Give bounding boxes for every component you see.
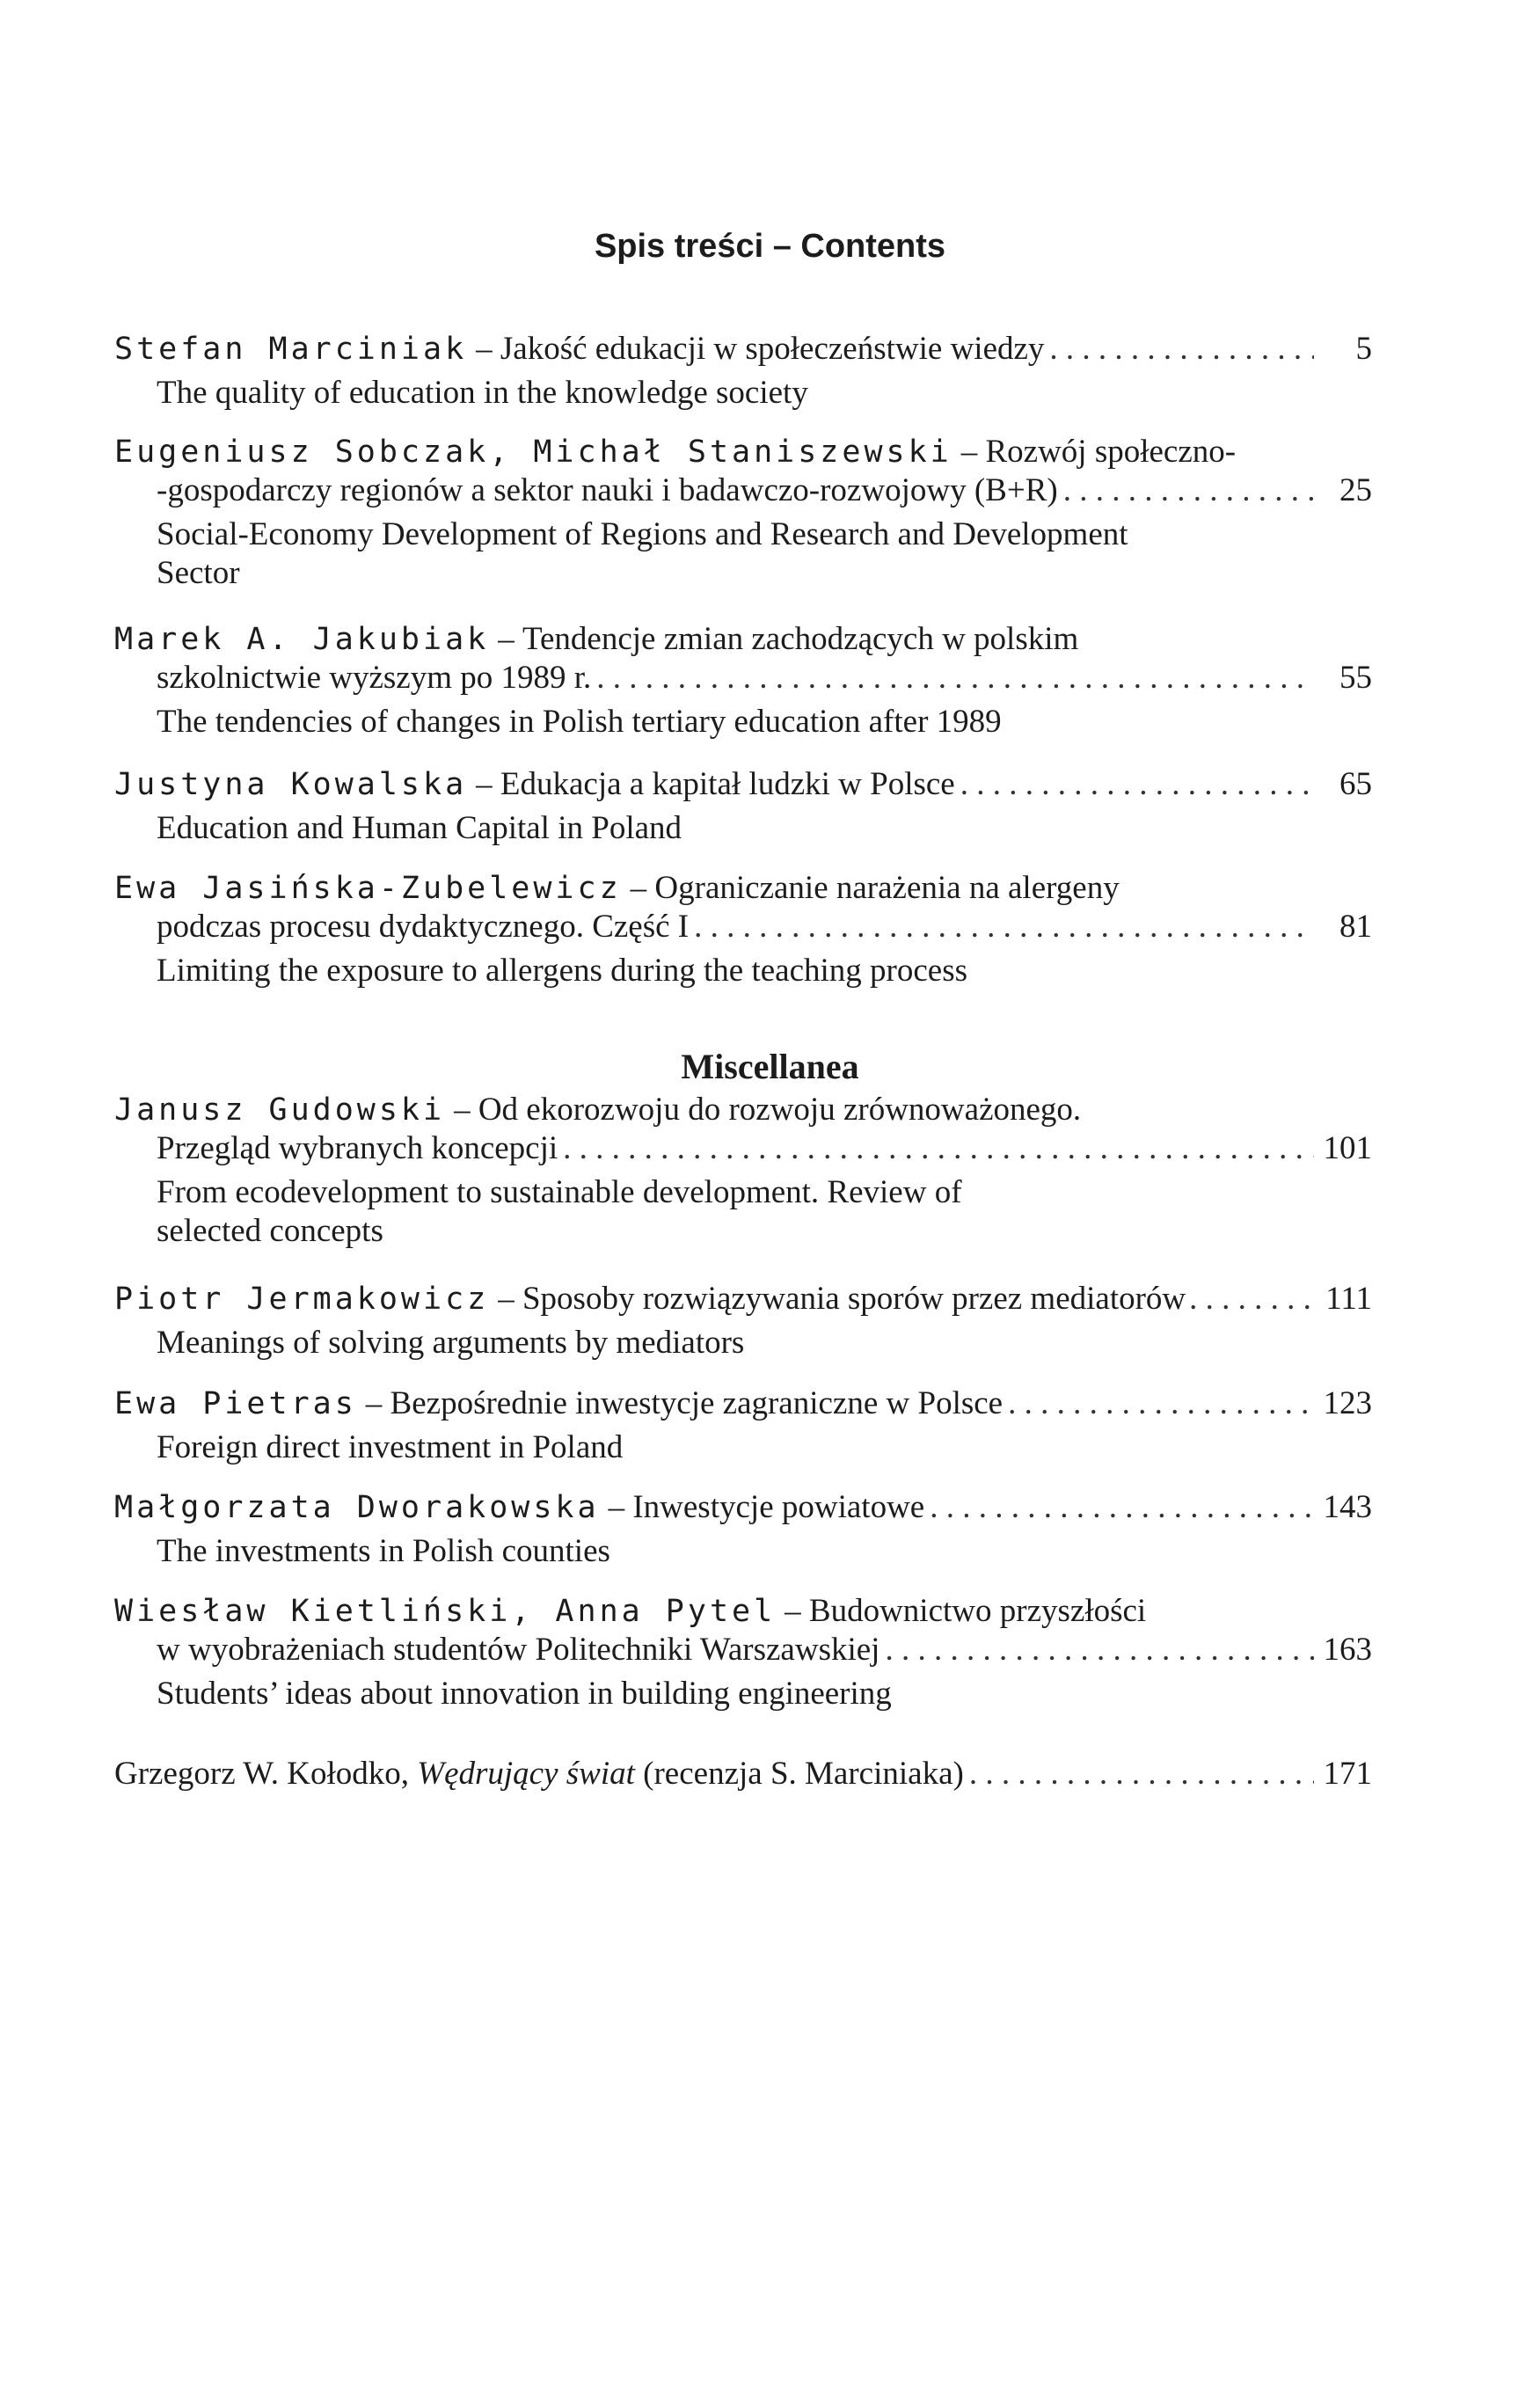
section-heading-miscellanea: Miscellanea bbox=[681, 1047, 859, 1086]
toc-entry[interactable] bbox=[114, 765, 1372, 848]
toc-entry-review[interactable] bbox=[114, 1755, 1372, 1793]
page-title: Spis treści – Contents bbox=[594, 228, 946, 265]
dot-leader bbox=[596, 659, 1314, 698]
entry-author: Stefan Marciniak bbox=[114, 332, 468, 367]
entry-title-pl: podczas procesu dydaktycznego. Część I bbox=[157, 909, 690, 945]
entry-author: Piotr Jermakowicz bbox=[114, 1282, 490, 1317]
toc-entry[interactable] bbox=[114, 433, 1372, 593]
dash: – bbox=[365, 1385, 383, 1421]
entry-title-pl: Jakość edukacji w społeczeństwie wiedzy bbox=[500, 331, 1045, 367]
toc-entry[interactable] bbox=[114, 1384, 1372, 1467]
dot-leader bbox=[1189, 1280, 1316, 1318]
dash: – bbox=[960, 434, 978, 470]
page-number: 163 bbox=[1323, 1632, 1372, 1668]
page-number: 111 bbox=[1325, 1281, 1372, 1317]
entry-author: Wiesław Kietliński, Anna Pytel bbox=[114, 1594, 777, 1629]
dash: – bbox=[608, 1489, 625, 1525]
page-number: 5 bbox=[1355, 331, 1372, 367]
entry-title-pl: Ograniczanie narażenia na alergeny bbox=[654, 870, 1120, 906]
page-number: 171 bbox=[1323, 1756, 1372, 1792]
dash: – bbox=[476, 331, 493, 367]
toc-entry[interactable] bbox=[114, 1488, 1372, 1571]
toc-title-line bbox=[114, 659, 1372, 698]
toc-title-line bbox=[114, 908, 1372, 946]
entry-title-pl: Tendencje zmian zachodzących w polskim bbox=[522, 621, 1079, 657]
toc-entry[interactable] bbox=[114, 620, 1372, 741]
entry-title-pl: Rozwój społeczno- bbox=[985, 434, 1237, 470]
entry-title-pl: Od ekorozwoju do rozwoju zrównoważonego. bbox=[478, 1092, 1082, 1128]
entry-title-en: Meanings of solving arguments by mediators bbox=[157, 1325, 745, 1361]
dash: – bbox=[476, 766, 493, 802]
toc-entry[interactable] bbox=[114, 1280, 1372, 1362]
review-book-title: Wędrujący świat bbox=[417, 1756, 635, 1792]
entry-title-en: From ecodevelopment to sustainable development. Review of bbox=[157, 1174, 962, 1210]
toc-title-line bbox=[114, 620, 1372, 659]
entry-title-pl: Inwestycje powiatowe bbox=[632, 1489, 925, 1525]
entry-title-en: Students’ ideas about innovation in building engineering bbox=[157, 1676, 892, 1712]
dot-leader bbox=[563, 1129, 1314, 1168]
entry-title-pl: w wyobrażeniach studentów Politechniki Warszawskiej bbox=[157, 1632, 880, 1668]
entry-title-en: Education and Human Capital in Poland bbox=[157, 810, 682, 846]
dash: – bbox=[454, 1092, 471, 1128]
entry-title-en: The tendencies of changes in Polish tertiary education after 1989 bbox=[157, 704, 1002, 740]
review-note: (recenzja S. Marciniaka) bbox=[643, 1756, 964, 1792]
page-number: 123 bbox=[1323, 1385, 1372, 1421]
toc-entry[interactable] bbox=[114, 869, 1372, 990]
dot-leader bbox=[885, 1631, 1314, 1669]
dash: – bbox=[630, 870, 647, 906]
dot-leader bbox=[960, 765, 1314, 804]
toc-entry[interactable] bbox=[114, 330, 1372, 413]
entry-title-en: Foreign direct investment in Poland bbox=[157, 1429, 624, 1465]
entry-author: Janusz Gudowski bbox=[114, 1092, 446, 1128]
dash: – bbox=[498, 621, 515, 657]
dot-leader bbox=[1049, 330, 1314, 369]
page-number: 65 bbox=[1339, 766, 1372, 802]
entry-author: Eugeniusz Sobczak, Michał Staniszewski bbox=[114, 435, 952, 470]
review-author: Grzegorz W. Kołodko, bbox=[114, 1756, 409, 1792]
dot-leader bbox=[1008, 1384, 1314, 1423]
entry-title-en: The quality of education in the knowledge society bbox=[157, 375, 808, 411]
entry-title-pl: szkolnictwie wyższym po 1989 r. bbox=[157, 660, 592, 696]
entry-title-en: selected concepts bbox=[157, 1213, 383, 1249]
page-number: 81 bbox=[1339, 909, 1372, 945]
entry-title-en: The investments in Polish counties bbox=[157, 1533, 610, 1569]
entry-title-en: Sector bbox=[157, 555, 240, 591]
entry-author: Marek A. Jakubiak bbox=[114, 622, 490, 657]
toc-title-line bbox=[114, 869, 1372, 908]
dash: – bbox=[785, 1593, 801, 1629]
entry-title-pl: Bezpośrednie inwestycje zagraniczne w Polsce bbox=[390, 1385, 1004, 1421]
entry-author: Ewa Pietras bbox=[114, 1386, 357, 1421]
toc-title-line bbox=[114, 1280, 1372, 1318]
toc-title-line bbox=[114, 765, 1372, 804]
toc-entry[interactable] bbox=[114, 1592, 1372, 1713]
dot-leader bbox=[969, 1755, 1314, 1793]
entry-title-pl: -gospodarczy regionów a sektor nauki i badawczo-rozwojowy (B+R) bbox=[157, 472, 1058, 508]
entry-title-pl: Sposoby rozwiązywania sporów przez mediatorów bbox=[522, 1281, 1186, 1317]
toc-title-line bbox=[114, 471, 1372, 510]
entry-author: Ewa Jasińska-Zubelewicz bbox=[114, 871, 622, 906]
entry-title-pl: Edukacja a kapitał ludzki w Polsce bbox=[500, 766, 955, 802]
entry-author: Małgorzata Dworakowska bbox=[114, 1490, 600, 1525]
toc-title-line bbox=[114, 1384, 1372, 1423]
dash: – bbox=[498, 1281, 515, 1317]
dot-leader bbox=[1063, 471, 1314, 510]
page-number: 55 bbox=[1339, 660, 1372, 696]
entry-title-pl: Przegląd wybranych koncepcji bbox=[157, 1130, 558, 1166]
toc-title-line bbox=[114, 1592, 1372, 1631]
toc-title-line bbox=[114, 1129, 1372, 1168]
toc-entry[interactable] bbox=[114, 1091, 1372, 1251]
page-number: 101 bbox=[1323, 1130, 1372, 1166]
entry-title-pl: Budownictwo przyszłości bbox=[808, 1593, 1147, 1629]
dot-leader bbox=[694, 908, 1314, 946]
toc-title-line bbox=[114, 330, 1372, 369]
entry-title-en: Limiting the exposure to allergens during the teaching process bbox=[157, 953, 968, 989]
toc-title-line bbox=[114, 433, 1372, 471]
page-number: 25 bbox=[1339, 472, 1372, 508]
toc-title-line bbox=[114, 1631, 1372, 1669]
toc-title-line bbox=[114, 1488, 1372, 1527]
toc-title-line bbox=[114, 1091, 1372, 1129]
page-number: 143 bbox=[1323, 1489, 1372, 1525]
dot-leader bbox=[930, 1488, 1314, 1527]
toc-title-line bbox=[114, 1755, 1372, 1793]
entry-title-en: Social-Economy Development of Regions and Research and Development bbox=[157, 516, 1128, 552]
entry-author: Justyna Kowalska bbox=[114, 767, 468, 802]
